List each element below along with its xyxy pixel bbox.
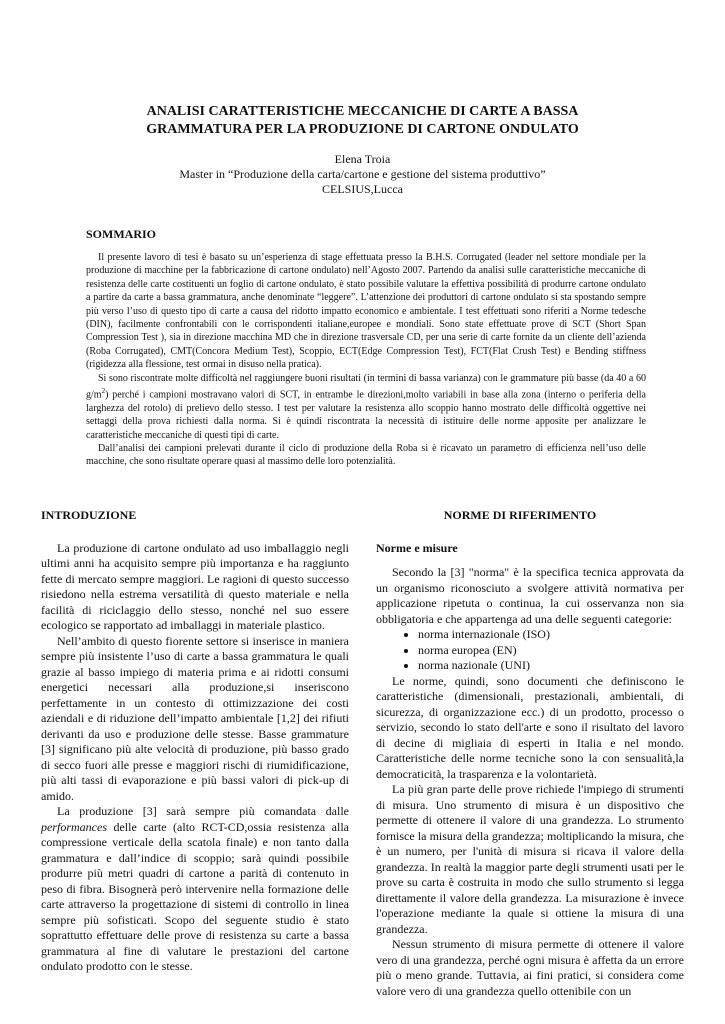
- abstract-p2-text: Si sono riscontrate molte difficoltà nel raggiungere buoni risultati (in termini di bassa varianza) con le grammature più basse (da 40 a 60 g/m: [86, 372, 646, 401]
- introduzione-heading: INTRODUZIONE: [41, 508, 137, 522]
- abstract-paragraph-3: Dall’analisi dei campioni prelevati durante il ciclo di produzione della Roba si è ricavato un parametro di efficienza nell’uso delle macchine, che sono risultate operare quasi al massimo delle loro potenzialità.: [86, 443, 646, 468]
- abstract: [86, 251, 646, 469]
- intro-p3-text-cont: delle carte (alto RCT-CD,ossia resistenza alla compressione verticale della scatola finale) e non tanto dalla grammatura e dall’indice di scoppio; sarà quindi possibile produrre più metri quadri di cartone a parità di contenuto in peso di fibra. Bisognerà però intervenire nella formazione delle carte attraverso la progettazione di sistemi di controllo in linea sempre più sofisticati. Scopo del seguente studio è stato soprattutto effettuare delle prove di resistenza su carte a bassa grammatura al fine di valutare le prestazioni del cartone ondulato prodotto con le stesse.: [41, 819, 349, 973]
- right-column: [376, 508, 684, 999]
- intro-p3-italic: performances: [41, 819, 107, 834]
- list-item: • norma nazionale (UNI): [418, 658, 684, 674]
- abstract-p2-text-cont: ) perché i campioni mostravano valori di SCT, in entrambe le direzioni,molto variabili in base alla zona (interno o periferia della larghezza del rotolo) di prelievo dello stesso. I test per valutare la resistenza allo scoppio hanno mostrato delle difficoltà oggettive nei settaggi della prova richiesti dalla norma. Si è quindi riscontrata la necessità di istituire delle norme apposite per analizzare le caratteristiche meccaniche di questi tipi di carte.: [86, 389, 646, 441]
- norme-paragraph-4: Nessun strumento di misura permette di ottenere il valore vero di una grandezza, perché ogni misura è affetta da un errore più o meno grande. Tuttavia, ai fini pratici, si considera come valore vero di una grandezza quello ottenibile con un: [376, 937, 684, 998]
- norme-paragraph-1: Secondo la [3] "norma" è la specifica tecnica approvata da un organismo riconosciuto a svolgere attività normativa per applicazione ripetuta o continua, la cui osservanza non sia obbligatoria e che appartenga ad una delle seguenti categorie:: [376, 565, 684, 626]
- list-item: • norma internazionale (ISO): [418, 627, 684, 643]
- author-affiliation: Master in “Produzione della carta/cartone e gestione del sistema produttivo”: [179, 167, 546, 181]
- norme-paragraph-2: Le norme, quindi, sono documenti che definiscono le caratteristiche (dimensionali, prestazionali, ambientali, di sicurezza, di organizzazione ecc.) di un prodotto, processo o servizio, secondo lo stato dell'arte e sono il risultato del lavoro di decine di migliaia di esperti in Italia e nel mondo. Caratteristiche delle norme tecniche sono la con sensualità,la democraticità, la trasparenza e la volontarietà.: [376, 673, 684, 781]
- superscript: 2: [101, 387, 106, 396]
- author-name: Elena Troia: [334, 152, 391, 166]
- left-column: [41, 508, 349, 975]
- abstract-paragraph-1: Il presente lavoro di tesi è basato su un’esperienza di stage effettuata presso la B.H.S. Corrugated (leader nel settore mondiale per la produzione di macchine per la fabbricazione di cartone ondulato) nell’Agosto 2007. Partendo da analisi sulle caratteristiche meccaniche di resistenza delle carte costituenti un foglio di cartone ondulato, è stato possibile valutare la effettiva possibilità di produrre cartone ondulato a partire da carte a bassa grammatura, anche denominate “leggere”. L’attenzione dei produttori di cartone ondulato si sta spostando sempre più verso l’uso di questo tipo di carte a causa del ridotto impatto economico e ambientale. I test effettuati sono riferiti a Norme tedesche (DIN), facilmente confrontabili con le corrispondenti italiane,europee e mondiali. Sono state effettuate prove di SCT (Short Span Compression Test ), sia in direzione macchina MD che in direzione trasversale CD, per una serie di carte fornite da un cliente dell’azienda (Roba Corrugated), CMT(Concora Medium Test), Scoppio, ECT(Edge Compression Test), FCT(Flat Crush Test) e Bending stiffness (rigidezza alla flessione, test ormai in disuso nella pratica).: [86, 252, 646, 371]
- paper-title: [60, 103, 665, 139]
- norme-paragraph-3: La più gran parte delle prove richiede l'impiego di strumenti di misura. Uno strumento di misura è un dispositivo che permette di ottenere il valore di una grandezza. Lo strumento fornisce la misura della grandezza; moltiplicando la misura, che è un numero, per l'unità di misura si ricava il valore della grandezza. In realtà la maggior parte degli strumenti usati per le prove su carta è costruita in modo che sullo strumento si legga direttamente il valore della grandezza. La misurazione è invece l'operazione mediante la quale si ottiene la misura di una grandezza.: [376, 782, 684, 936]
- intro-paragraph-1: La produzione di cartone ondulato ad uso imballaggio negli ultimi anni ha acquisito sempre più importanza e ha raggiunto fette di mercato sempre maggiori. Le ragioni di questo successo risiedono nella estrema versatilità di questo materiale e nella facilità di riciclaggio dello stesso, nonché nel suo essere ecologico se rapportato ad imballaggi in materiale plastico.: [41, 540, 349, 632]
- intro-paragraph-3: [41, 804, 349, 975]
- abstract-paragraph-2: [86, 372, 646, 442]
- title-line-1: ANALISI CARATTERISTICHE MECCANICHE DI CARTE A BASSA: [146, 104, 579, 119]
- intro-paragraph-2: Nell’ambito di questo fiorente settore si inserisce in maniera sempre più insistente l’uso di carte a bassa grammatura le quali grazie al basso impiego di materia prima e ai ridotti consumi energetici necessari alla produzione,si inseriscono perfettamente in un contesto di ottimizzazione dei costi aziendali e di riduzione dell’impatto ambientale [1,2] dei rifiuti derivanti da uso e produzione delle stesse. Basse grammature [3] significano più alte velocità di produzione, più basso grado di secco fuori alle presse e maggiori rischi di riumidificazione, più alti tassi di evaporazione e più bassi valori di pick-up di amido.: [41, 633, 349, 803]
- sommario-heading: SOMMARIO: [86, 227, 156, 241]
- title-line-2: GRAMMATURA PER LA PRODUZIONE DI CARTONE ONDULATO: [146, 122, 579, 137]
- intro-p3-text: La produzione [3] sarà sempre più comandata dalle: [57, 804, 349, 818]
- norme-subheading: Norme e misure: [376, 540, 458, 555]
- norme-heading: NORME DI RIFERIMENTO: [443, 508, 597, 522]
- list-item: • norma europea (EN): [418, 643, 684, 659]
- norme-list: [376, 627, 684, 674]
- author-institution: CELSIUS,Lucca: [322, 182, 403, 196]
- author-block: [60, 152, 665, 197]
